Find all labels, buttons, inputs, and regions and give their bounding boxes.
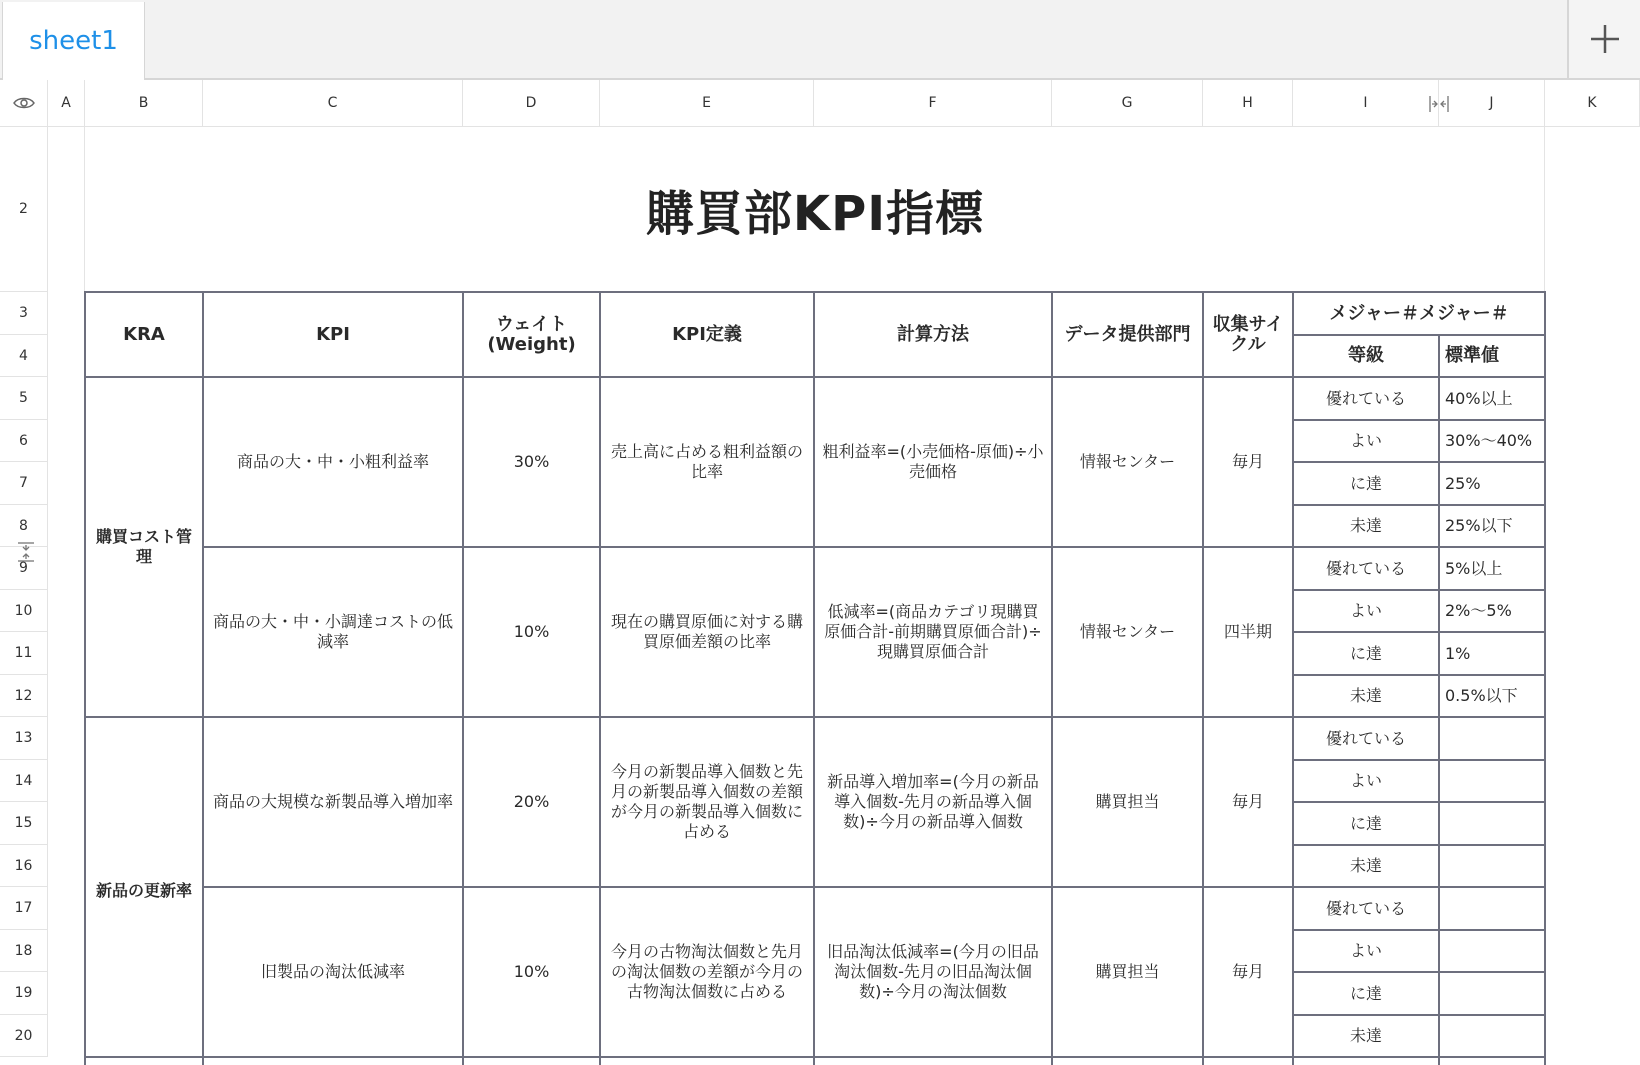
standard-cell: 25%: [1445, 473, 1481, 493]
grade-cell: 未達: [1349, 516, 1382, 535]
row-header-2[interactable]: 2: [0, 127, 48, 292]
grade-cell: に達: [1349, 473, 1382, 493]
row-header-4[interactable]: 4: [0, 335, 48, 377]
row-header-15[interactable]: 15: [0, 802, 48, 845]
table-border: [1544, 291, 1546, 1065]
method-cell: 新品導入増加率=(今月の新品導入個数-先月の新品導入個数)÷今月の新品導入個数: [827, 772, 1039, 831]
department-cell: 情報センター: [1079, 452, 1176, 471]
standard-cell: 0.5%以下: [1445, 686, 1518, 705]
row-header-12[interactable]: 12: [0, 675, 48, 717]
grade-cell: よい: [1349, 601, 1382, 620]
kpi-cell: 商品の大・中・小調達コストの低減率: [212, 612, 453, 651]
grade-cell: に達: [1349, 983, 1382, 1003]
grade-cell: 優れている: [1325, 898, 1406, 918]
header-grade: 等級: [1348, 345, 1384, 366]
table-border: [1292, 291, 1294, 1065]
column-header-e[interactable]: E: [600, 80, 814, 127]
plus-icon: [1589, 23, 1621, 55]
table-border: [202, 291, 204, 1065]
standard-cell: [1439, 845, 1545, 887]
column-header-g[interactable]: G: [1052, 80, 1203, 127]
header-weight: ウェイト(Weight): [487, 313, 576, 355]
column-resize-icon[interactable]: [1429, 95, 1449, 113]
add-sheet-button[interactable]: [1567, 0, 1640, 78]
header-method: 計算方法: [897, 323, 969, 345]
definition-cell: 現在の購買原価に対する購買原価差額の比率: [610, 612, 803, 651]
column-header-a[interactable]: A: [48, 80, 85, 127]
header-department: データ提供部門: [1064, 323, 1191, 345]
kpi-cell: 商品の大・中・小粗利益率: [236, 452, 429, 471]
standard-cell: [1439, 760, 1545, 802]
column-header-k[interactable]: K: [1545, 80, 1640, 127]
table-border: [1292, 1014, 1545, 1016]
department-cell: 購買担当: [1095, 792, 1160, 811]
cycle-cell: 毎月: [1231, 792, 1264, 811]
definition-cell: 売上高に占める粗利益額の比率: [610, 442, 803, 481]
method-cell: 旧品淘汰低減率=(今月の旧品淘汰個数-先月の旧品淘汰個数)÷今月の淘汰個数: [827, 942, 1039, 1001]
kra-cell: 新品の更新率: [95, 881, 192, 900]
table-border: [1292, 334, 1545, 336]
weight-cell: 10%: [513, 962, 550, 981]
row-header-10[interactable]: 10: [0, 590, 48, 632]
department-cell: 情報センター: [1079, 622, 1176, 641]
row-header-14[interactable]: 14: [0, 760, 48, 802]
spreadsheet-grid[interactable]: [0, 80, 1640, 1065]
header-kra: KRA: [123, 323, 165, 345]
column-header-c[interactable]: C: [203, 80, 463, 127]
grade-cell: よい: [1349, 771, 1382, 790]
standard-cell: [1439, 887, 1545, 930]
row-header-13[interactable]: 13: [0, 717, 48, 760]
column-header-i[interactable]: I: [1293, 80, 1439, 127]
header-measure: メジャー＃メジャー＃: [1329, 302, 1509, 324]
table-border: [1292, 589, 1545, 591]
sheet-tab-label: sheet1: [29, 26, 118, 56]
table-border: [599, 291, 601, 1065]
row-header-5[interactable]: 5: [0, 377, 48, 420]
standard-cell: 2%～5%: [1445, 601, 1512, 620]
grade-cell: よい: [1349, 941, 1382, 960]
table-border: [202, 546, 1545, 548]
row-header-20[interactable]: 20: [0, 1015, 48, 1057]
table-border: [1292, 844, 1545, 846]
kra-cell: 購買コスト管理: [95, 527, 192, 566]
page-title: 購買部KPI指標: [645, 186, 985, 242]
table-border: [1438, 335, 1440, 1065]
column-header-h[interactable]: H: [1203, 80, 1293, 127]
row-header-18[interactable]: 18: [0, 930, 48, 972]
cycle-cell: 毎月: [1231, 452, 1264, 471]
table-border: [1292, 461, 1545, 463]
table-border: [1292, 801, 1545, 803]
standard-cell: [1439, 1015, 1545, 1057]
row-header-11[interactable]: 11: [0, 632, 48, 675]
grade-cell: よい: [1349, 431, 1382, 450]
row-header-7[interactable]: 7: [0, 462, 48, 505]
row-header-3[interactable]: 3: [0, 292, 48, 335]
table-border: [813, 291, 815, 1065]
table-border: [1292, 759, 1545, 761]
grade-cell: 優れている: [1325, 558, 1406, 578]
grade-cell: 未達: [1349, 686, 1382, 705]
definition-cell: 今月の古物淘汰個数と先月の淘汰個数の差額が今月の古物淘汰個数に占める: [610, 942, 803, 1001]
method-cell: 低減率=(商品カテゴリ現購買原価合計-前期購買原価合計)÷現購買原価合計: [824, 602, 1042, 661]
row-header-6[interactable]: 6: [0, 420, 48, 462]
standard-cell: [1439, 717, 1545, 760]
table-border: [462, 291, 464, 1065]
row-header-19[interactable]: 19: [0, 972, 48, 1015]
header-standard: 標準値: [1445, 345, 1499, 366]
sheet-tab[interactable]: [2, 2, 145, 80]
weight-cell: 30%: [513, 452, 550, 471]
grade-cell: 優れている: [1325, 728, 1406, 748]
kpi-cell: 商品の大規模な新製品導入増加率: [212, 792, 453, 811]
row-resize-icon[interactable]: [17, 542, 35, 562]
grade-cell: に達: [1349, 813, 1382, 833]
column-header-d[interactable]: D: [463, 80, 600, 127]
select-all-corner[interactable]: [0, 80, 48, 127]
eye-icon: [13, 96, 35, 110]
kpi-cell: 旧製品の淘汰低減率: [260, 962, 405, 981]
sheet-tab-bar: [0, 0, 1640, 80]
table-border: [1051, 291, 1053, 1065]
header-kpi: KPI: [316, 323, 350, 345]
standard-cell: 25%以下: [1445, 516, 1513, 535]
table-border: [1292, 674, 1545, 676]
header-cycle: 収集サイクル: [1212, 313, 1284, 355]
standard-cell: 5%以上: [1445, 558, 1503, 578]
row-header-16[interactable]: 16: [0, 845, 48, 887]
table-border: [1292, 631, 1545, 633]
table-border: [1202, 291, 1204, 1065]
row-header-8[interactable]: 8: [0, 505, 48, 547]
standard-cell: 40%以上: [1445, 388, 1513, 408]
grade-cell: 未達: [1349, 1026, 1382, 1045]
grade-cell: 優れている: [1325, 388, 1406, 408]
standard-cell: [1439, 930, 1545, 972]
standard-cell: [1439, 972, 1545, 1015]
department-cell: 購買担当: [1095, 962, 1160, 981]
standard-cell: 1%: [1445, 643, 1471, 663]
standard-cell: [1439, 802, 1545, 845]
grade-cell: に達: [1349, 643, 1382, 663]
cycle-cell: 四半期: [1223, 622, 1272, 641]
table-border: [1292, 929, 1545, 931]
method-cell: 粗利益率=(小売価格-原価)÷小売価格: [822, 442, 1044, 481]
table-border: [1292, 504, 1545, 506]
weight-cell: 10%: [513, 622, 550, 641]
table-border: [202, 886, 1545, 888]
row-header-9[interactable]: 9: [0, 547, 48, 590]
definition-cell: 今月の新製品導入個数と先月の新製品導入個数の差額が今月の新製品導入個数に占める: [610, 762, 803, 841]
table-border: [1292, 419, 1545, 421]
table-border: [1292, 971, 1545, 973]
table-border: [84, 291, 86, 1065]
grade-cell: 未達: [1349, 856, 1382, 875]
standard-cell: 30%～40%: [1445, 431, 1533, 450]
cycle-cell: 毎月: [1231, 962, 1264, 981]
column-header-f[interactable]: F: [814, 80, 1052, 127]
column-header-j[interactable]: J: [1439, 80, 1545, 127]
row-header-17[interactable]: 17: [0, 887, 48, 930]
weight-cell: 20%: [513, 792, 550, 811]
column-header-b[interactable]: B: [85, 80, 203, 127]
header-definition: KPI定義: [672, 323, 742, 345]
